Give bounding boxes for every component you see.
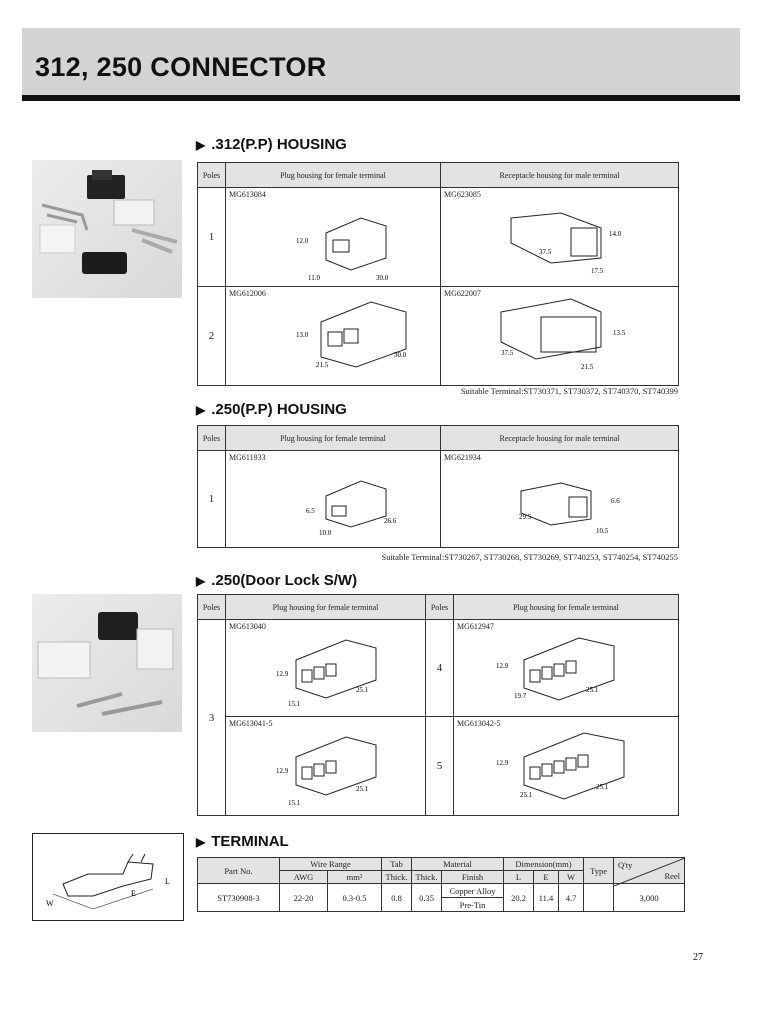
svg-text:6.6: 6.6 bbox=[611, 497, 620, 505]
th-w: W bbox=[559, 871, 584, 884]
svg-text:10.0: 10.0 bbox=[319, 529, 332, 537]
svg-text:13.0: 13.0 bbox=[296, 331, 309, 339]
svg-text:29.5: 29.5 bbox=[519, 513, 532, 521]
svg-text:21.5: 21.5 bbox=[316, 361, 329, 369]
svg-text:26.6: 26.6 bbox=[384, 517, 397, 525]
th-awg: AWG bbox=[280, 871, 328, 884]
cell-part-no: ST730908-3 bbox=[198, 884, 280, 912]
suitable-terminal-note-250: Suitable Terminal:ST730267, ST730268, ST730269, ST740253, ST740254, ST740255 bbox=[381, 552, 678, 562]
plug-housing-drawing bbox=[226, 717, 425, 815]
part-number: MG611933 bbox=[229, 453, 266, 462]
product-photo-312 bbox=[32, 160, 182, 298]
poles-cell: 4 bbox=[426, 620, 454, 717]
receptacle-housing-drawing bbox=[441, 188, 678, 286]
section-title-312: ▶ .312(P.P) HOUSING bbox=[196, 136, 347, 153]
connector-photo-image bbox=[32, 160, 182, 298]
svg-text:15.1: 15.1 bbox=[288, 799, 301, 807]
part-number: MG612947 bbox=[457, 622, 494, 631]
cell-e: 11.4 bbox=[534, 884, 559, 912]
col-header-plug: Plug housing for female terminal bbox=[226, 595, 426, 620]
housing-table-312 bbox=[197, 162, 679, 386]
section-title-250: ▶ .250(P.P) HOUSING bbox=[196, 401, 347, 418]
th-qty-reel: Q'ty Reel bbox=[614, 858, 685, 884]
plug-housing-drawing bbox=[454, 620, 678, 716]
poles-cell: 2 bbox=[198, 287, 226, 386]
table-row bbox=[198, 287, 679, 386]
cell-type bbox=[584, 884, 614, 912]
poles-cell: 1 bbox=[198, 188, 226, 287]
svg-text:6.5: 6.5 bbox=[306, 507, 315, 515]
col-header-receptacle: Receptacle housing for male terminal bbox=[441, 163, 679, 188]
plug-housing-drawing bbox=[226, 451, 440, 547]
dim-label-w: W bbox=[46, 899, 54, 908]
th-mm2: mm² bbox=[328, 871, 382, 884]
part-number: MG621934 bbox=[444, 453, 481, 462]
svg-text:25.1: 25.1 bbox=[356, 785, 369, 793]
housing-table-250 bbox=[197, 425, 679, 548]
part-number: MG613084 bbox=[229, 190, 266, 199]
plug-housing-drawing bbox=[226, 287, 440, 385]
cell-mm2: 0.3-0.5 bbox=[328, 884, 382, 912]
triangle-bullet-icon: ▶ bbox=[196, 835, 206, 849]
terminal-drawing bbox=[32, 833, 184, 921]
product-photo-doorlock bbox=[32, 594, 182, 732]
receptacle-housing-drawing bbox=[441, 451, 678, 547]
doorlock-photo-image bbox=[32, 594, 182, 732]
svg-text:12.9: 12.9 bbox=[496, 759, 509, 767]
svg-text:37.5: 37.5 bbox=[539, 248, 552, 256]
plug-housing-drawing bbox=[454, 717, 678, 815]
svg-text:21.5: 21.5 bbox=[581, 363, 594, 371]
triangle-bullet-icon: ▶ bbox=[196, 574, 206, 588]
cell-thick: 0.35 bbox=[412, 884, 442, 912]
page-number: 27 bbox=[693, 952, 703, 963]
terminal-drawing-image bbox=[33, 834, 183, 920]
svg-text:12.9: 12.9 bbox=[276, 767, 289, 775]
col-header-plug: Plug housing for female terminal bbox=[226, 163, 441, 188]
th-tab-thick: Thick. bbox=[382, 871, 412, 884]
svg-text:17.5: 17.5 bbox=[591, 267, 604, 275]
poles-cell: 5 bbox=[426, 717, 454, 816]
section-title-doorlock: ▶ .250(Door Lock S/W) bbox=[196, 572, 358, 589]
triangle-bullet-icon: ▶ bbox=[196, 138, 206, 152]
part-number: MG622007 bbox=[444, 289, 481, 298]
poles-cell: 3 bbox=[198, 620, 226, 816]
th-material: Material bbox=[412, 858, 504, 871]
header-rule bbox=[22, 95, 740, 101]
cell-l: 20.2 bbox=[504, 884, 534, 912]
col-header-poles: Poles bbox=[198, 426, 226, 451]
page-title: 312, 250 CONNECTOR bbox=[35, 52, 327, 82]
svg-text:30.0: 30.0 bbox=[394, 351, 407, 359]
svg-text:37.5: 37.5 bbox=[501, 349, 514, 357]
col-header-poles: Poles bbox=[198, 163, 226, 188]
cell-tab: 0.8 bbox=[382, 884, 412, 912]
th-e: E bbox=[534, 871, 559, 884]
housing-table-doorlock bbox=[197, 594, 679, 816]
th-tab: Tab bbox=[382, 858, 412, 871]
section-title-terminal: ▶ TERMINAL bbox=[196, 833, 289, 850]
cell-w: 4.7 bbox=[559, 884, 584, 912]
dim-label-l: L bbox=[165, 877, 170, 886]
svg-text:19.7: 19.7 bbox=[514, 692, 527, 700]
svg-text:25.1: 25.1 bbox=[586, 686, 599, 694]
svg-text:10.5: 10.5 bbox=[596, 527, 609, 535]
svg-text:25.1: 25.1 bbox=[596, 783, 609, 791]
col-header-poles-2: Poles bbox=[426, 595, 454, 620]
part-number: MG613040 bbox=[229, 622, 266, 631]
th-dimension: Dimension(mm) bbox=[504, 858, 584, 871]
part-number: MG612006 bbox=[229, 289, 266, 298]
svg-text:15.1: 15.1 bbox=[288, 700, 301, 708]
col-header-receptacle: Receptacle housing for male terminal bbox=[441, 426, 679, 451]
receptacle-housing-drawing bbox=[441, 287, 678, 385]
plug-housing-drawing bbox=[226, 620, 425, 716]
th-wire-range: Wire Range bbox=[280, 858, 382, 871]
svg-text:25.1: 25.1 bbox=[356, 686, 369, 694]
svg-text:11.0: 11.0 bbox=[308, 274, 320, 282]
part-number: MG623085 bbox=[444, 190, 481, 199]
svg-text:12.9: 12.9 bbox=[496, 662, 509, 670]
th-l: L bbox=[504, 871, 534, 884]
dim-label-e: E bbox=[131, 889, 136, 898]
table-row bbox=[198, 188, 679, 287]
cell-finish-1: Copper Alloy bbox=[442, 884, 504, 898]
table-row bbox=[198, 451, 679, 548]
col-header-plug: Plug housing for female terminal bbox=[226, 426, 441, 451]
cell-qty: 3,000 bbox=[614, 884, 685, 912]
triangle-bullet-icon: ▶ bbox=[196, 403, 206, 417]
svg-text:13.5: 13.5 bbox=[613, 329, 626, 337]
svg-text:12.9: 12.9 bbox=[276, 670, 289, 678]
th-finish: Finish bbox=[442, 871, 504, 884]
svg-text:12.0: 12.0 bbox=[296, 237, 309, 245]
table-row bbox=[198, 717, 679, 816]
plug-housing-drawing bbox=[226, 188, 440, 286]
terminal-table bbox=[197, 857, 685, 912]
poles-cell: 1 bbox=[198, 451, 226, 548]
table-row bbox=[198, 884, 685, 898]
cell-finish-2: Pre-Tin bbox=[442, 898, 504, 912]
th-mat-thick: Thick. bbox=[412, 871, 442, 884]
cell-awg: 22-20 bbox=[280, 884, 328, 912]
suitable-terminal-note-312: Suitable Terminal:ST730371, ST730372, ST740370, ST740399 bbox=[460, 386, 678, 396]
col-header-poles: Poles bbox=[198, 595, 226, 620]
part-number: MG613042-5 bbox=[457, 719, 501, 728]
table-row bbox=[198, 620, 679, 717]
th-part-no: Part No. bbox=[198, 858, 280, 884]
svg-text:30.0: 30.0 bbox=[376, 274, 389, 282]
part-number: MG613041-5 bbox=[229, 719, 273, 728]
col-header-plug-2: Plug housing for female terminal bbox=[454, 595, 679, 620]
svg-text:14.0: 14.0 bbox=[609, 230, 622, 238]
svg-text:25.1: 25.1 bbox=[520, 791, 533, 799]
th-type: Type bbox=[584, 858, 614, 884]
